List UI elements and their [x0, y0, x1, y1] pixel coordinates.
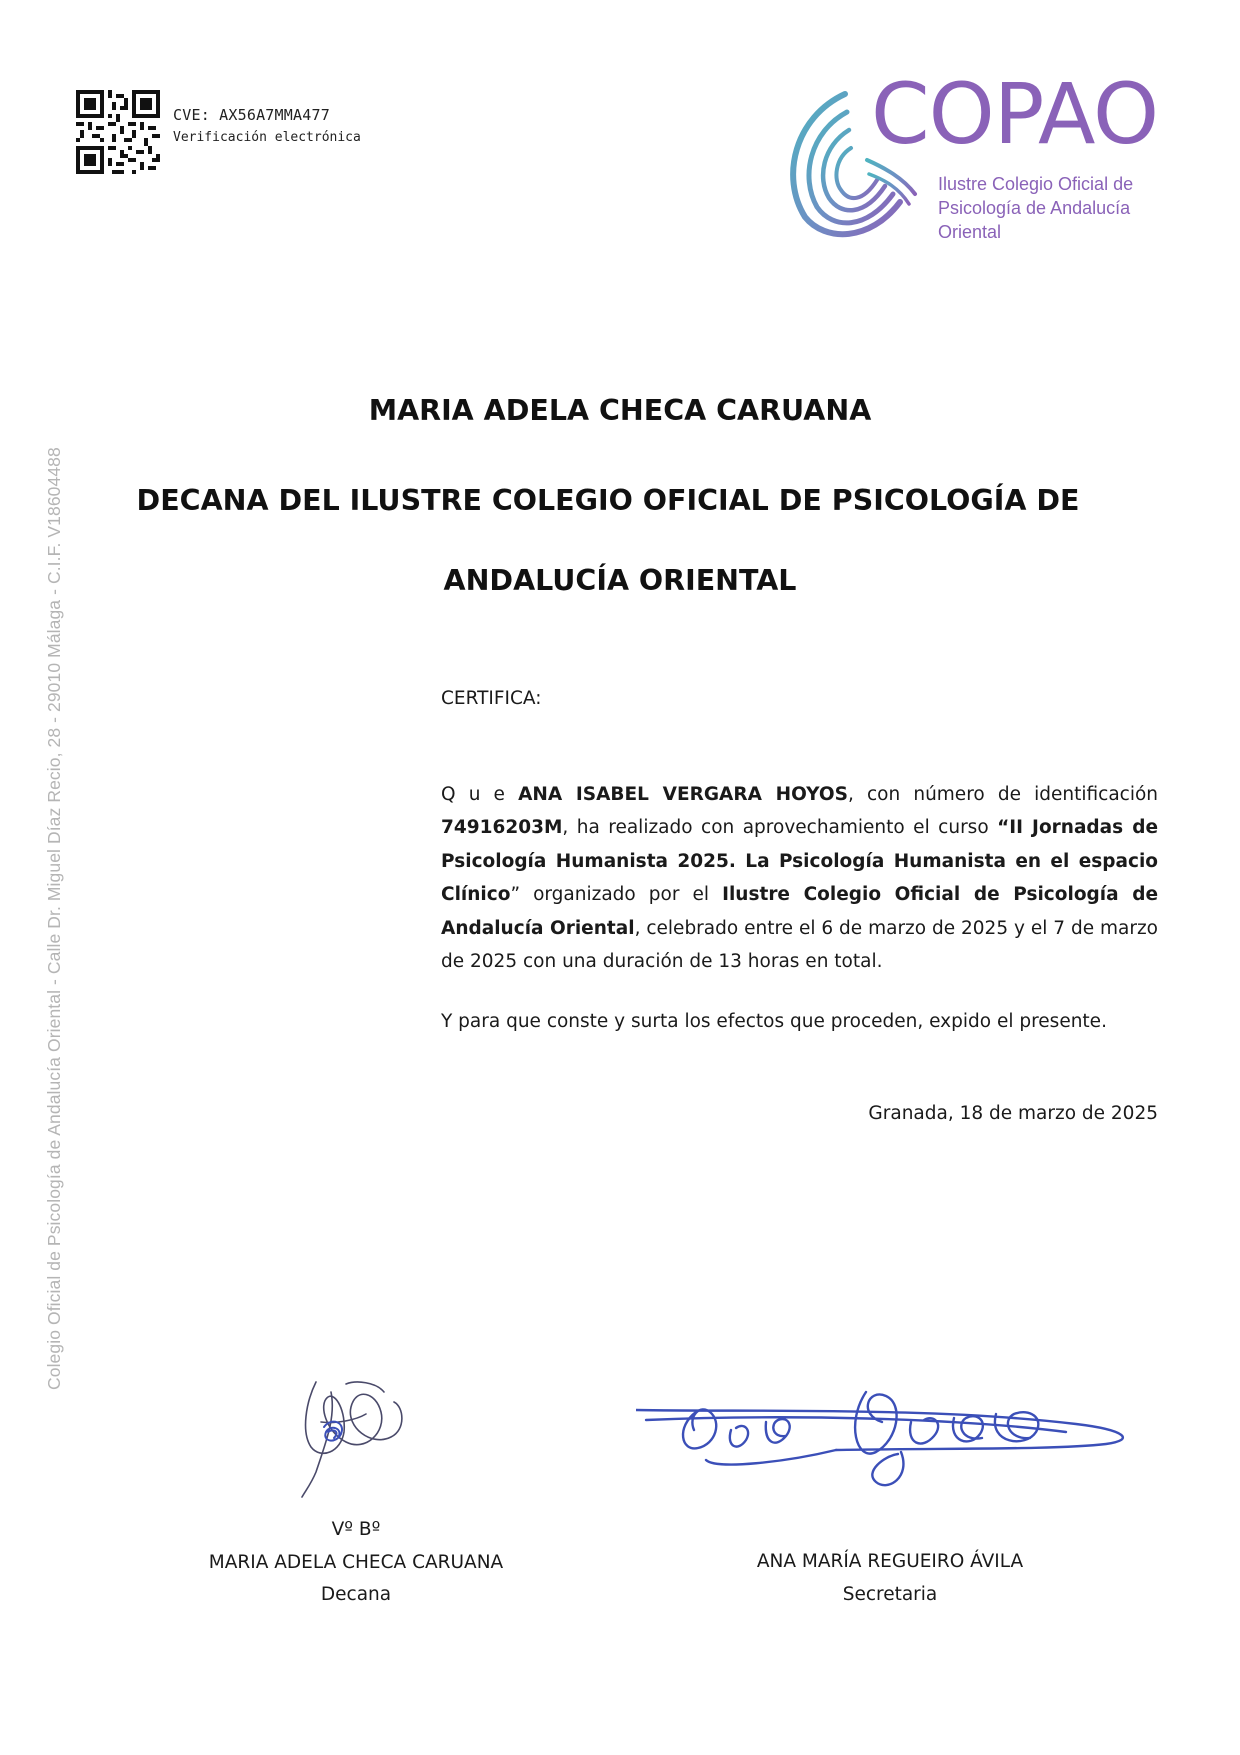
place-date: Granada, 18 de marzo de 2025 — [868, 1103, 1158, 1124]
para-text: ” organizado por el — [510, 884, 723, 906]
holder-name: ANA ISABEL VERGARA HOYOS — [518, 784, 848, 805]
verification-label: Verificación electrónica — [173, 130, 361, 145]
cve-code: CVE: AX56A7MMA477 — [173, 106, 330, 124]
copao-subtitle-line: Ilustre Colegio Oficial de — [938, 174, 1134, 194]
copao-subtitle-line: Oriental — [938, 222, 1002, 242]
copao-logo — [775, 65, 1175, 247]
para-text: , con número de identificación — [847, 784, 1159, 805]
copao-subtitle — [938, 172, 1133, 244]
title-position-cont: ANDALUCÍA ORIENTAL — [443, 564, 797, 597]
cve-block — [173, 106, 361, 145]
side-address-text: Colegio Oficial de Psicología de Andalucía Oriental - Calle Dr. Miguel Díaz Recio, 28 - 29010 Málaga - C.I.F. V18604488 — [44, 447, 64, 1390]
para-text: Q u e — [441, 784, 519, 805]
para-text: , ha realizado con aprovechamiento el curso — [562, 817, 998, 839]
signatory-name: ANA MARÍA REGUEIRO ÁVILA — [756, 1551, 1024, 1572]
copao-wordmark: COPAO — [871, 65, 1159, 163]
holder-id: 74916203M — [441, 817, 563, 839]
course-title: “II Jornadas de Psicología Humanista 2025. La Psicología Humanista en el espacio Clínico — [441, 817, 1158, 906]
signatory-name: MARIA ADELA CHECA CARUANA — [208, 1551, 504, 1573]
signatory-role: Secretaria — [842, 1583, 938, 1605]
certifica-label: CERTIFICA: — [441, 688, 542, 709]
visto-bueno: Vº Bº — [331, 1519, 381, 1540]
organizer: Ilustre Colegio Oficial de Psicología de Andalucía Oriental — [441, 884, 1158, 939]
title-name: MARIA ADELA CHECA CARUANA — [368, 394, 872, 427]
para-text: , celebrado entre el 6 de marzo de 2025 y el 7 de marzo de 2025 con una duración de 13 horas en total. — [441, 917, 1158, 973]
signatory-decana — [156, 1514, 556, 1612]
qr-code-icon — [76, 90, 160, 174]
signature-secretaria — [636, 1352, 1146, 1512]
closing-statement: Y para que conste y surta los efectos que proceden, expido el presente. — [441, 1011, 1107, 1032]
signature-decana — [286, 1362, 426, 1502]
signatory-role: Decana — [320, 1584, 392, 1605]
signatory-secretaria — [690, 1546, 1090, 1611]
certificate-paragraph — [441, 778, 1158, 978]
copao-subtitle-line: Psicología de Andalucía — [938, 198, 1131, 218]
title-position: DECANA DEL ILUSTRE COLEGIO OFICIAL DE PSICOLOGÍA DE — [136, 484, 1080, 517]
